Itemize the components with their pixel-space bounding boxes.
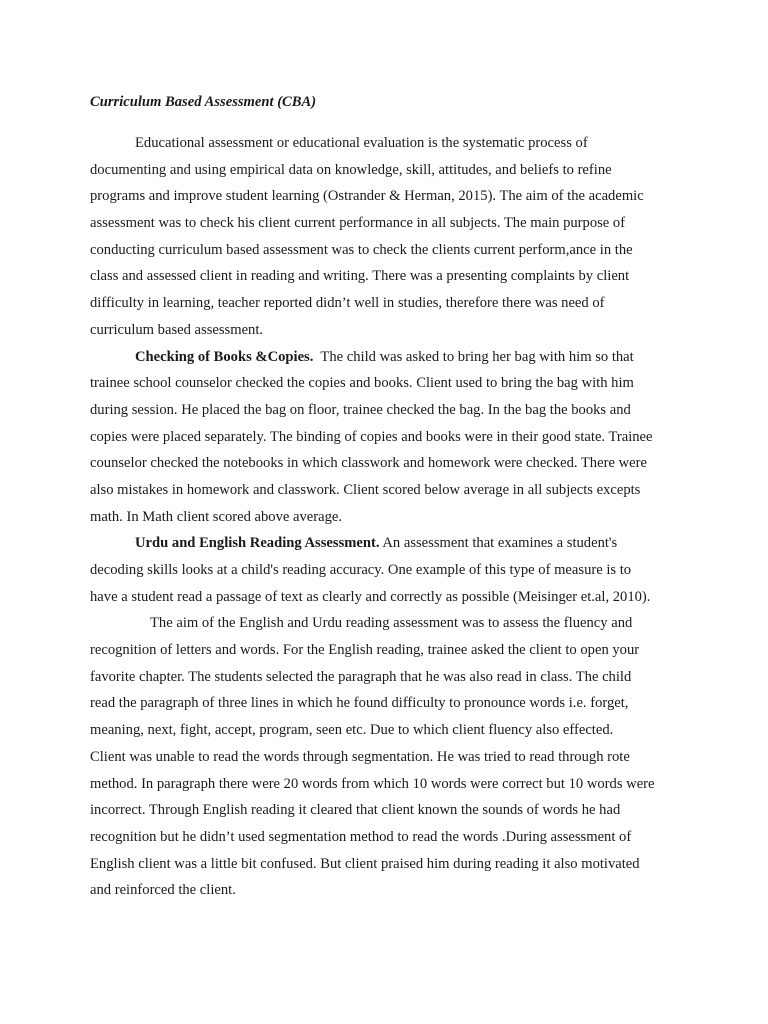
text-line: The aim of the English and Urdu reading assessment was to assess the fluency and	[150, 615, 633, 632]
text-line: Client was unable to read the words through segmentation. He was tried to read through rote	[90, 748, 630, 765]
text-line: meaning, next, fight, accept, program, seen etc. Due to which client fluency also effected.	[90, 722, 614, 739]
text-line: class and assessed client in reading and writing. There was a presenting complaints by client	[90, 268, 630, 285]
text-line: decoding skills looks at a child's reading accuracy. One example of this type of measure is to	[90, 562, 632, 578]
text-line: favorite chapter. The students selected the paragraph that he was also read in class. The child	[90, 668, 632, 685]
paragraph-reading-aim	[90, 610, 684, 904]
text-line: assessment was to check his client current performance in all subjects. The main purpose of	[90, 215, 626, 232]
text-line	[90, 344, 684, 371]
text-fragment: The child was asked to bring her bag with him so that	[313, 348, 634, 365]
text-line: English client was a little bit confused. But client praised him during reading it also motivated	[90, 855, 640, 872]
text-line: recognition but he didn’t used segmentation method to read the words .During assessment of	[90, 828, 632, 845]
text-line: method. In paragraph there were 20 words from which 10 words were correct but 10 words were	[90, 775, 655, 792]
document-body	[90, 92, 684, 904]
text-line: math. In Math client scored above average.	[90, 508, 343, 525]
text-fragment: An assessment that examines a student's	[379, 535, 618, 552]
text-line: copies were placed separately. The binding of copies and books were in their good state. Trainee	[90, 428, 653, 445]
paragraph-educational-assessment	[90, 130, 684, 344]
text-line: trainee school counselor checked the copies and books. Client used to bring the bag with him	[90, 375, 634, 392]
text-line: also mistakes in homework and classwork. Client scored below average in all subjects excepts	[90, 481, 641, 498]
text-line: counselor checked the notebooks in which classwork and homework were checked. There were	[90, 455, 647, 472]
paragraph-reading-assessment	[90, 530, 684, 610]
text-line	[90, 530, 684, 557]
text-line: during session. He placed the bag on floor, trainee checked the bag. In the bag the books and	[90, 401, 631, 418]
text-line: incorrect. Through English reading it cleared that client known the sounds of words he had	[90, 802, 621, 819]
text-line: recognition of letters and words. For the English reading, trainee asked the client to open your	[90, 642, 640, 659]
paragraph-checking-books	[90, 344, 684, 531]
text-line: and reinforced the client.	[90, 882, 236, 899]
text-line: programs and improve student learning (Ostrander & Herman, 2015). The aim of the academic	[90, 188, 644, 205]
text-line: Educational assessment or educational evaluation is the systematic process of	[135, 135, 588, 151]
subheading-checking-books: Checking of Books &Copies.	[135, 348, 314, 365]
text-line: conducting curriculum based assessment was to check the clients current perform,ance in the	[90, 241, 633, 258]
text-line: curriculum based assessment.	[90, 321, 264, 338]
text-line: documenting and using empirical data on knowledge, skill, attitudes, and beliefs to refine	[90, 161, 612, 178]
section-heading: Curriculum Based Assessment (CBA)	[90, 94, 317, 110]
text-line: read the paragraph of three lines in which he found difficulty to pronounce words i.e. forget,	[90, 695, 629, 712]
subheading-reading-assessment: Urdu and English Reading Assessment.	[135, 535, 380, 552]
text-line: difficulty in learning, teacher reported didn’t well in studies, therefore there was need of	[90, 295, 605, 312]
text-line: have a student read a passage of text as clearly and correctly as possible (Meisinger et.al, 2010).	[90, 588, 651, 605]
